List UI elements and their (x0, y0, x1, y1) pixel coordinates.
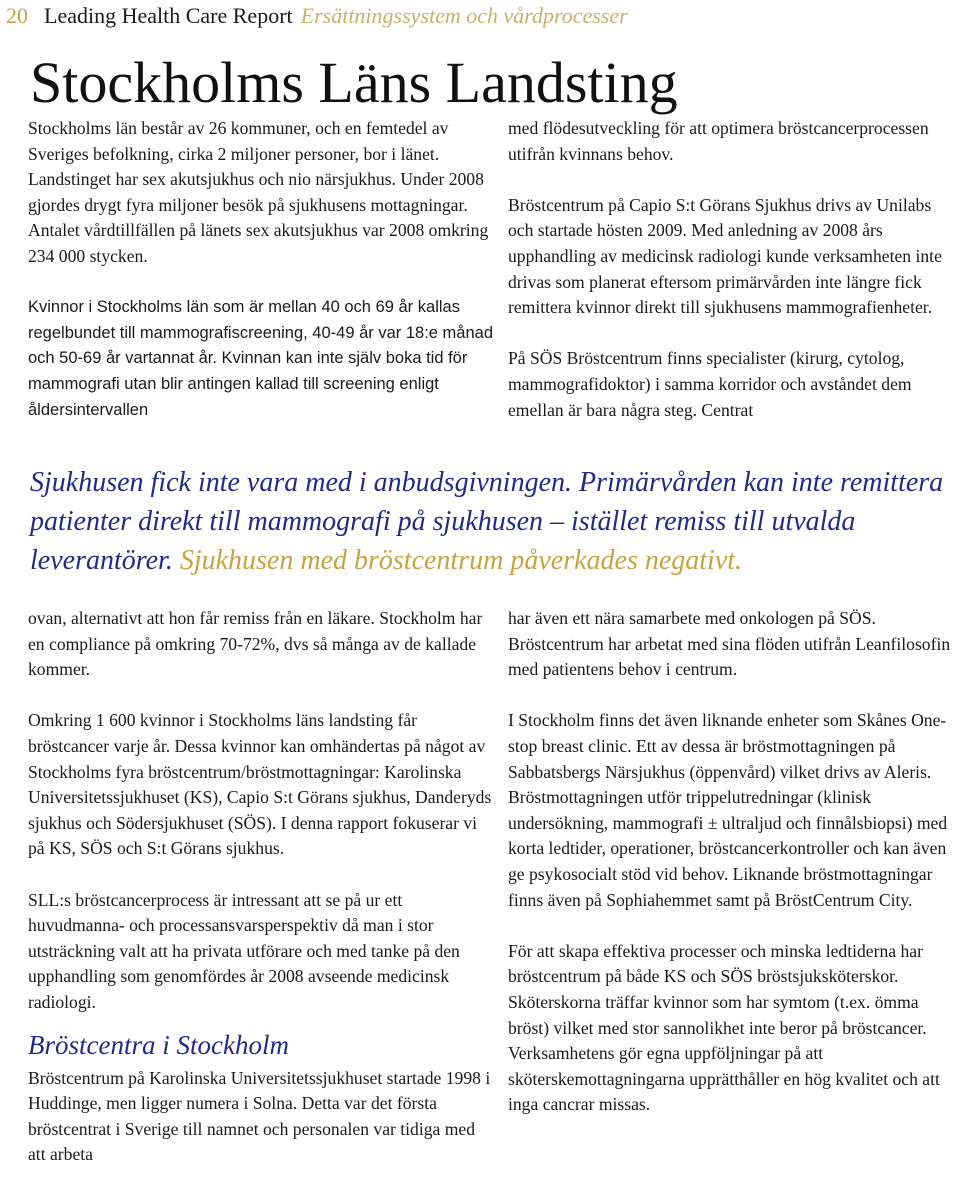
top-right-column (508, 116, 948, 423)
bottom-left-column (28, 606, 493, 1168)
paragraph: Bröstcentrum på Capio S:t Görans Sjukhus drivs av Unilabs och startade hösten 2009. Med anledning av 2008 års upphandling av medicinsk radiologi kunde verksamheten inte drivas som planerat eftersom primärvården inte längre fick remittera kvinnor direkt till sjukhusens mammografienheter. (508, 194, 942, 318)
report-title: Leading Health Care Report Ersättningssystem och vårdprocesser (44, 3, 628, 28)
bottom-right-column (508, 606, 958, 1118)
pull-quote (30, 463, 960, 580)
top-left-column (28, 116, 493, 423)
paragraph: med flödesutveckling för att optimera bröstcancerprocessen utifrån kvinnans behov. (508, 118, 929, 164)
paragraph: På SÖS Bröstcentrum finns specialister (kirurg, cytolog, mammografidoktor) i samma korridor och avståndet dem emellan är bara några steg. Centrat (508, 348, 912, 420)
pull-quote-main: Sjukhusen fick inte vara med i anbudsgivningen. Primärvården kan inte remittera patienter direkt till mammografi på sjukhusen – istället remiss till utvalda leverantörer. (30, 467, 944, 576)
paragraph: ovan, alternativt att hon får remiss från en läkare. Stockholm har en compliance på omkring 70-72%, dvs så många av de kallade kommer. (28, 608, 483, 680)
paragraph: Bröstcentrum på Karolinska Universitetssjukhuset startade 1998 i Huddinge, men ligger numera i Solna. Detta var det första bröstcentrat i Sverige till namnet och personalen var tidiga med att arbeta (28, 1067, 491, 1165)
screening-paragraph: Kvinnor i Stockholms län som är mellan 40 och 69 år kallas regelbundet till mammografiscreening, 40-49 år var 18:e månad och 50-69 år vartannat år. Kvinnan kan inte själv boka tid för mammografi utan blir antingen kallad till screening enligt åldersintervallen (28, 298, 493, 419)
pull-quote-tail: Sjukhusen med bröstcentrum påverkades negativt. (179, 545, 743, 576)
paragraph: Omkring 1 600 kvinnor i Stockholms läns landsting får bröstcancer varje år. Dessa kvinnor kan omhändertas på något av Stockholms fyra bröstcentrum/bröstmottagningar: Karolinska Universitetssjukhuset (KS), Capio S:t Görans sjukhus, Danderyds sjukhus och Södersjukhuset (SÖS). I denna rapport fokuserar vi på KS, SÖS och S:t Görans sjukhus. (28, 710, 492, 859)
page-title: Stockholms Läns Landsting (30, 50, 678, 115)
paragraph: I Stockholm finns det även liknande enheter som Skånes One-stop breast clinic. Ett av dessa är bröstmottagningen på Sabbatsbergs Närsjukhus (öppenvård) vilket drivs av Aleris. Bröstmottagningen utför trippelutredningar (klinisk undersökning, mammografi ± ultraljud och finnålsbiopsi) med korta ledtider, operationer, bröstcancerkontroller och kan även ge psykosocialt stöd vid behov. Liknande bröstmottagningar finns även på Sophiahemmet samt på BröstCentrum City. (508, 710, 948, 910)
section-name: Ersättningssystem och vårdprocesser (300, 3, 628, 28)
section-subheading: Bröstcentra i Stockholm (28, 1029, 289, 1060)
paragraph: har även ett nära samarbete med onkologen på SÖS. Bröstcentrum har arbetat med sina flöden utifrån Leanfilosofin med patientens behov i centrum. (508, 608, 951, 680)
intro-paragraph: Stockholms län består av 26 kommuner, och en femtedel av Sveriges befolkning, cirka 2 miljoner personer, bor i länet. Landstinget har sex akutsjukhus och nio närsjukhus. Under 2008 gjordes drygt fyra miljoner besök på sjukhusens mottagningar. Antalet vårdtillfällen på länets sex akutsjukhus var 2008 omkring 234 000 stycken. (28, 118, 489, 266)
running-header (0, 0, 960, 34)
paragraph: SLL:s bröstcancerprocess är intressant att se på ur ett huvudmanna- och processansvarsperspektiv då man i stor utsträckning valt att ha privata utförare och med tanke på den upphandling som genomfördes år 2008 avseende medicinsk radiologi. (28, 889, 460, 1012)
paragraph: För att skapa effektiva processer och minska ledtiderna har bröstcentrum på både KS och SÖS bröstsjuksköterskor. Sköterskorna träffar kvinnor som har symtom (t.ex. ömma bröst) vilket med stor sannolikhet inte beror på bröstcancer. Verksamhetens gör egna uppföljningar på att sköterskemottagningarna upprätthåller en hög kvalitet och att inga cancrar missas. (508, 940, 940, 1115)
page-number: 20 (6, 3, 28, 28)
